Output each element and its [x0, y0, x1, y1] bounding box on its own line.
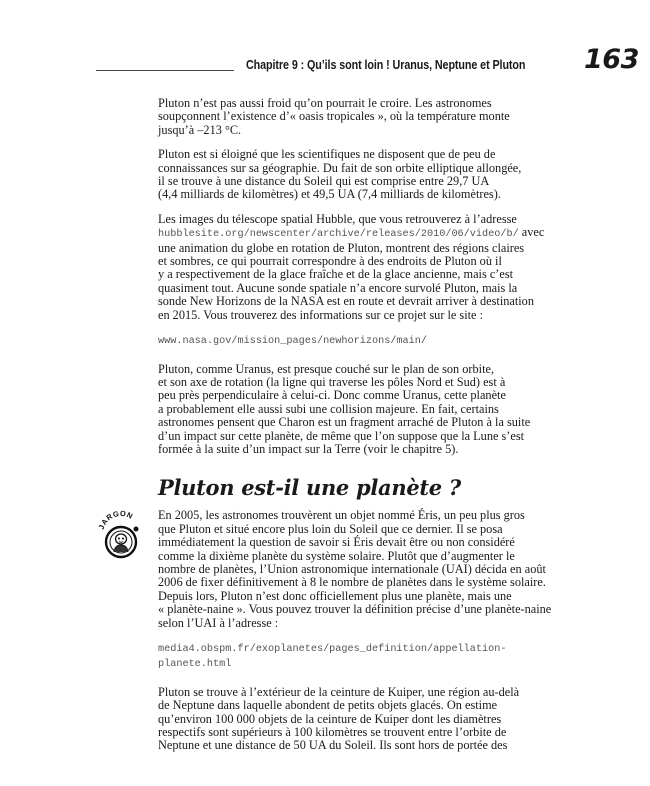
text-line: que Pluton et situé encore plus loin du Soleil que ce dernier. Il se posa — [158, 521, 503, 536]
text-line: quasiment tout. Aucune sonde spatiale n’a encore survolé Pluton, mais la — [158, 280, 518, 295]
text-line: et sombres, ce qui pourrait correspondre à des endroits de Pluton où il — [158, 254, 502, 269]
text-line: Pluton se trouve à l’extérieur de la ceinture de Kuiper, une région au-delà — [158, 684, 520, 699]
text-line: et son axe de rotation (la ligne qui traverse les pôles Nord et Sud) est à — [158, 374, 506, 389]
page-number: 163 — [584, 44, 639, 75]
text-line: de Neptune dans laquelle abondent de petits objets glacés. On estime — [158, 698, 498, 713]
header-rule — [96, 70, 234, 71]
text-line: une animation du globe en rotation de Pluton, montrent des régions claires — [158, 240, 525, 255]
paragraph-eris — [158, 509, 570, 630]
text-line: peu près perpendiculaire à celui-ci. Donc comme Uranus, cette planète — [158, 388, 506, 403]
text-line: 2006 de fixer définitivement à 8 le nombre de planètes dans le système solaire. — [158, 575, 546, 590]
obspm-url-link[interactable]: media4.obspm.fr/exoplanetes/pages_definition/appellation-planete.html — [158, 644, 507, 671]
text-line: Pluton est si éloigné que les scientifiques ne disposent que de peu de — [158, 147, 496, 162]
text-line: jusqu’à –213 °C. — [158, 122, 242, 137]
running-header-chapter-title: Chapitre 9 : Qu’ils sont loin ! Uranus, Neptune et Pluton — [246, 58, 526, 72]
text-line: qu’environ 100 000 objets de la ceinture de Kuiper dont les diamètres — [158, 711, 502, 726]
text-line: y a respectivement de la glace fraîche et de la glace ancienne, mais c’est — [158, 267, 514, 282]
hubble-url-link[interactable]: hubblesite.org/newscenter/archive/releases/2010/06/video/b/ — [158, 229, 519, 241]
jargon-icon — [95, 504, 147, 562]
text-line — [158, 226, 570, 241]
text-line: en 2015. Vous trouverez des informations sur ce projet sur le site : — [158, 307, 484, 322]
url-block — [158, 641, 570, 672]
page-body — [158, 97, 570, 764]
text-line: comme la dixième planète du système solaire. Plutôt que d’augmenter le — [158, 548, 515, 563]
text-line: (4,4 milliards de kilomètres) et 49,5 UA (7,4 milliards de kilomètres). — [158, 187, 501, 202]
paragraph-kuiper — [158, 686, 570, 753]
text-line: Neptune et une distance de 50 UA du Soleil. Ils sont hors de portée des — [158, 738, 508, 753]
nasa-url-link[interactable]: www.nasa.gov/mission_pages/newhorizons/main/ — [158, 336, 427, 348]
text-fragment: avec — [518, 225, 545, 240]
text-line: astronomes pensent que Charon est un fragment arraché de Pluton à la suite — [158, 415, 531, 430]
text-line: a probablement elle aussi subi une collision majeure. En fait, certains — [158, 401, 499, 416]
text-line: il se trouve à une distance du Soleil qui est comprise entre 29,7 UA — [158, 174, 490, 189]
text-line: sonde New Horizons de la NASA est en route et devrait arriver à destination — [158, 294, 534, 309]
text-line: connaissances sur sa géographie. Du fait de son orbite elliptique allongée, — [158, 160, 522, 175]
section-heading: Pluton est-il une planète ? — [158, 475, 461, 501]
text-line: d’un impact sur cette planète, de même que l’on suppose que la Lune s’est — [158, 428, 525, 443]
text-line: Les images du télescope spatial Hubble, que vous retrouverez à l’adresse — [158, 211, 517, 226]
text-line: « planète-naine ». Vous pouvez trouver la définition précise d’une planète-naine — [158, 602, 552, 617]
paragraph-hubble — [158, 213, 570, 322]
text-line: Depuis lors, Pluton n’est donc officiellement plus une planète, mais une — [158, 588, 512, 603]
text-line: Pluton, comme Uranus, est presque couché sur le plan de son orbite, — [158, 361, 495, 376]
paragraph-temperature — [158, 97, 570, 137]
text-line: selon l’UAI à l’adresse : — [158, 615, 279, 630]
text-line: respectifs sont supérieurs à 100 kilomètres se trouvent entre l’orbite de — [158, 725, 507, 740]
paragraph-distance — [158, 148, 570, 202]
jargon-icon-label: JARGON — [96, 508, 135, 531]
text-line: formée à la suite d’un impact sur la Terre (voir le chapitre 5). — [158, 441, 459, 456]
url-block — [158, 333, 570, 348]
text-line: nombre de planètes, l’Union astronomique internationale (UAI) décida en août — [158, 561, 546, 576]
text-line: En 2005, les astronomes trouvèrent un objet nommé Éris, un peu plus gros — [158, 508, 525, 523]
text-line: immédiatement la question de savoir si Éris devait être ou non considéré — [158, 535, 515, 550]
paragraph-orbit — [158, 363, 570, 457]
text-line: soupçonnent l’existence d’« oasis tropicales », où la température monte — [158, 109, 510, 124]
text-line: Pluton n’est pas aussi froid qu’on pourrait le croire. Les astronomes — [158, 96, 492, 110]
